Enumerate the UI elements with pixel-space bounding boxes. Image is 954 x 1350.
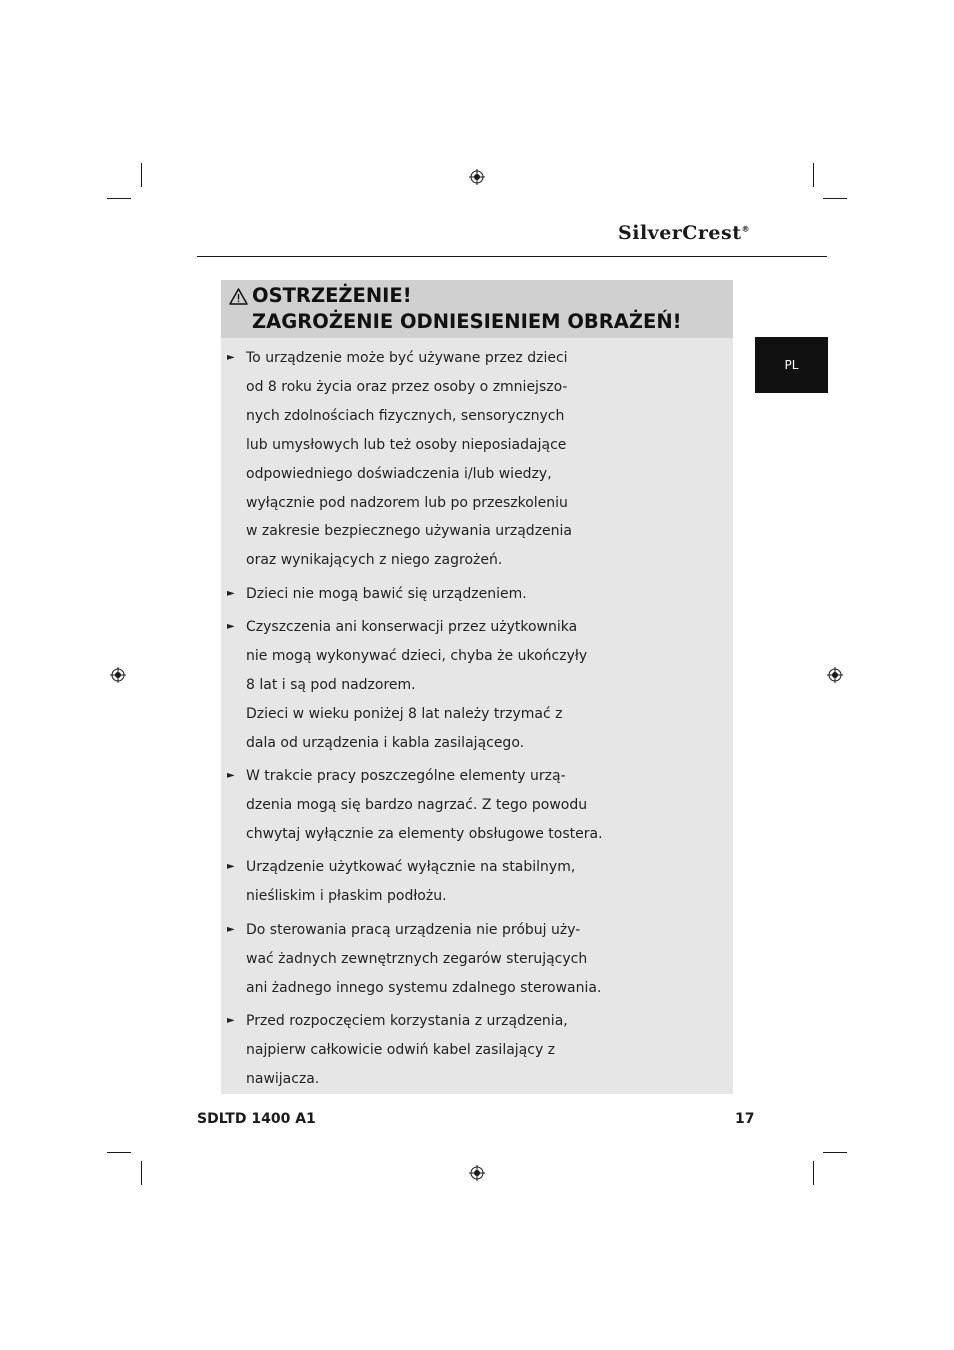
brand-logo — [600, 222, 750, 244]
language-tab: PL — [755, 337, 828, 393]
warning-title: OSTRZEŻENIE! — [252, 284, 412, 307]
list-item-line: Czyszczenia ani konserwacji przez użytkownika — [246, 619, 578, 636]
list-item — [221, 580, 733, 609]
list-item-line: 8 lat i są pod nadzorem. — [246, 676, 416, 693]
crop-mark — [823, 1152, 847, 1153]
list-item-line: wać żadnych zewnętrznych zegarów sterujących — [246, 950, 588, 967]
list-item-line: wyłącznie pod nadzorem lub po przeszkoleniu — [246, 494, 568, 511]
model-number: SDLTD 1400 A1 — [197, 1111, 316, 1127]
page-number: 17 — [735, 1111, 755, 1127]
list-item — [221, 916, 733, 1003]
crop-mark — [107, 198, 131, 199]
list-item-line: dzenia mogą się bardzo nagrzać. Z tego powodu — [246, 797, 588, 814]
list-item-line: ani żadnego innego systemu zdalnego sterowania. — [246, 979, 602, 996]
warning-title-bar — [221, 280, 733, 338]
crop-mark — [813, 163, 814, 187]
bullet-arrow-icon: ► — [227, 923, 235, 935]
list-item-line: To urządzenie może być używane przez dzieci — [246, 350, 568, 366]
crop-mark — [107, 1152, 131, 1153]
registered-mark: ® — [741, 224, 750, 234]
registration-mark-icon — [469, 1165, 485, 1181]
bullet-arrow-icon: ► — [227, 1014, 235, 1026]
list-item-line: Dzieci w wieku poniżej 8 lat należy trzymać z — [246, 705, 563, 722]
registration-mark-icon — [469, 169, 485, 185]
header-rule — [197, 256, 827, 257]
bullet-arrow-icon: ► — [227, 587, 235, 599]
list-item — [221, 853, 733, 911]
brand-name: SilverCrest — [618, 222, 742, 244]
list-item-line: dala od urządzenia i kabla zasilającego. — [246, 734, 525, 751]
list-item-line: nawijacza. — [246, 1070, 320, 1087]
list-item-line: nych zdolnościach fizycznych, sensorycznych — [246, 407, 565, 424]
list-item — [221, 1007, 733, 1094]
list-item-line: nieśliskim i płaskim podłożu. — [246, 888, 447, 905]
crop-mark — [823, 198, 847, 199]
warning-list — [221, 344, 733, 1098]
list-item-line: Przed rozpoczęciem korzystania z urządzenia, — [246, 1012, 568, 1029]
list-item — [221, 613, 733, 758]
list-item-line: chwytaj wyłącznie za elementy obsługowe tostera. — [246, 826, 603, 842]
list-item-line: W trakcie pracy poszczególne elementy urzą- — [246, 768, 566, 785]
registration-mark-icon — [110, 667, 126, 683]
bullet-arrow-icon: ► — [227, 861, 235, 873]
crop-mark — [141, 1161, 142, 1185]
warning-subtitle: ZAGROŻENIE ODNIESIENIEM OBRAŻEŃ! — [252, 310, 682, 333]
bullet-arrow-icon: ► — [227, 621, 235, 633]
registration-mark-icon — [827, 667, 843, 683]
list-item-line: w zakresie bezpiecznego używania urządzenia — [246, 523, 572, 540]
crop-mark — [141, 163, 142, 187]
bullet-arrow-icon: ► — [227, 352, 235, 363]
list-item — [221, 762, 733, 849]
list-item-line: nie mogą wykonywać dzieci, chyba że ukończyły — [246, 648, 588, 665]
warning-triangle-icon — [229, 288, 248, 305]
list-item-line: Do sterowania pracą urządzenia nie próbuj uży- — [246, 921, 581, 938]
list-item-line: oraz wynikających z niego zagrożeń. — [246, 552, 503, 569]
warning-box — [221, 280, 733, 1094]
list-item-line: lub umysłowych lub też osoby nieposiadające — [246, 436, 567, 453]
list-item-line: Dzieci nie mogą bawić się urządzeniem. — [246, 585, 527, 602]
list-item-line: Urządzenie użytkować wyłącznie na stabilnym, — [246, 859, 576, 876]
list-item-line: odpowiedniego doświadczenia i/lub wiedzy, — [246, 465, 552, 482]
list-item-line: od 8 roku życia oraz przez osoby o zmniejszo- — [246, 378, 568, 395]
bullet-arrow-icon: ► — [227, 770, 235, 782]
list-item — [221, 344, 733, 575]
list-item-line: najpierw całkowicie odwiń kabel zasilający z — [246, 1041, 556, 1058]
crop-mark — [813, 1161, 814, 1185]
